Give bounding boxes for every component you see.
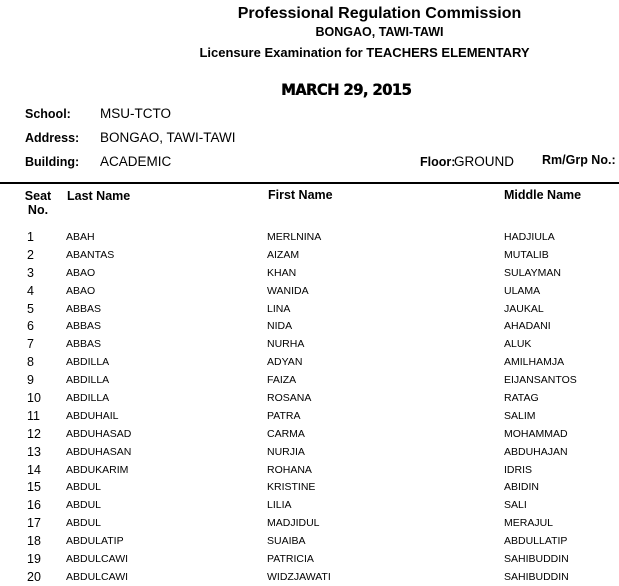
middle-name-cell: ALUK <box>504 338 532 351</box>
middle-name-cell: SULAYMAN <box>504 266 561 279</box>
exam-date: MARCH 29, 2015 <box>281 80 412 99</box>
last-name-cell: ABDUL <box>66 499 102 512</box>
building-value: ACADEMIC <box>100 154 172 169</box>
table-row <box>0 425 619 443</box>
seat-number-cell: 11 <box>27 408 40 423</box>
table-row <box>0 532 619 550</box>
middle-name-cell: MUTALIB <box>504 248 549 261</box>
middle-name-cell: RATAG <box>504 391 539 404</box>
seat-number-cell: 10 <box>27 390 41 405</box>
first-name-cell: KRISTINE <box>267 481 316 494</box>
floor-label: Floor: <box>420 155 456 169</box>
table-row <box>0 568 619 586</box>
first-name-cell: NIDA <box>267 320 293 333</box>
first-name-cell: MERLNINA <box>267 230 322 243</box>
seat-number-cell: 8 <box>27 355 34 370</box>
last-name-column-header: Last Name <box>67 189 131 203</box>
table-row <box>0 389 619 407</box>
first-name-cell: ROHANA <box>267 463 312 476</box>
first-name-column-header: First Name <box>268 188 333 202</box>
exam-title: Licensure Examination for TEACHERS ELEMENTARY <box>199 45 530 60</box>
seat-header-line1: Seat <box>24 189 52 203</box>
last-name-cell: ABDUHASAN <box>66 445 132 458</box>
seat-number-cell: 1 <box>27 229 34 244</box>
middle-name-cell: SAHIBUDDIN <box>504 570 569 583</box>
table-row <box>0 264 619 282</box>
last-name-cell: ABANTAS <box>66 248 115 261</box>
middle-name-cell: AHADANI <box>504 320 551 333</box>
school-value: MSU-TCTO <box>100 106 171 121</box>
first-name-cell: LILIA <box>267 499 292 512</box>
table-row <box>0 371 619 389</box>
first-name-cell: WANIDA <box>267 284 309 297</box>
last-name-cell: ABDUHASAD <box>66 427 132 440</box>
first-name-cell: CARMA <box>267 427 305 440</box>
table-row <box>0 407 619 425</box>
middle-name-cell: JAUKAL <box>504 302 544 315</box>
last-name-cell: ABDUHAIL <box>66 409 119 422</box>
table-row <box>0 353 619 371</box>
last-name-cell: ABBAS <box>66 320 102 333</box>
first-name-cell: FAIZA <box>267 374 297 387</box>
middle-name-cell: EIJANSANTOS <box>504 374 577 387</box>
first-name-cell: MADJIDUL <box>267 517 320 530</box>
middle-name-cell: AMILHAMJA <box>504 356 565 369</box>
last-name-cell: ABDULATIP <box>66 535 124 548</box>
table-row <box>0 478 619 496</box>
last-name-cell: ABDULCAWI <box>66 552 129 565</box>
seat-number-cell: 15 <box>27 480 41 495</box>
table-row <box>0 443 619 461</box>
last-name-cell: ABBAS <box>66 302 102 315</box>
examinee-table <box>0 228 619 586</box>
school-label: School: <box>25 107 71 121</box>
seat-number-cell: 9 <box>27 373 34 388</box>
last-name-cell: ABDUL <box>66 481 102 494</box>
seat-number-cell: 12 <box>27 426 41 441</box>
first-name-cell: LINA <box>267 302 291 315</box>
table-row <box>0 496 619 514</box>
first-name-cell: ADYAN <box>267 356 303 369</box>
middle-name-cell: MOHAMMAD <box>504 427 568 440</box>
table-row <box>0 461 619 479</box>
table-row <box>0 228 619 246</box>
header-divider <box>0 182 619 184</box>
first-name-cell: NURHA <box>267 338 305 351</box>
seat-number-cell: 7 <box>27 337 34 352</box>
table-row <box>0 300 619 318</box>
last-name-cell: ABDILLA <box>66 391 110 404</box>
middle-name-cell: SAHIBUDDIN <box>504 552 569 565</box>
first-name-cell: PATRA <box>267 409 301 422</box>
middle-name-column-header: Middle Name <box>504 188 582 202</box>
seat-number-cell: 20 <box>27 569 41 584</box>
first-name-cell: NURJIA <box>267 445 305 458</box>
room-label: Rm/Grp No.: <box>542 153 616 167</box>
middle-name-cell: MERAJUL <box>504 517 554 530</box>
table-row <box>0 246 619 264</box>
seat-number-cell: 2 <box>27 247 34 262</box>
first-name-cell: KHAN <box>267 266 297 279</box>
table-row <box>0 317 619 335</box>
org-location: BONGAO, TAWI-TAWI <box>315 25 444 39</box>
address-label: Address: <box>25 131 80 145</box>
examinee-table-body <box>0 228 619 586</box>
first-name-cell: AIZAM <box>267 248 300 261</box>
middle-name-cell: ABDULLATIP <box>504 535 568 548</box>
org-title: Professional Regulation Commission <box>237 5 522 22</box>
middle-name-cell: IDRIS <box>504 463 533 476</box>
middle-name-cell: SALIM <box>504 409 536 422</box>
seat-number-cell: 17 <box>27 516 41 531</box>
last-name-cell: ABDILLA <box>66 374 110 387</box>
middle-name-cell: ULAMA <box>504 284 541 297</box>
seat-header-line2: No. <box>27 203 49 217</box>
table-row <box>0 335 619 353</box>
middle-name-cell: ABDUHAJAN <box>504 445 568 458</box>
first-name-cell: PATRICIA <box>267 552 314 565</box>
seat-number-cell: 16 <box>27 498 41 513</box>
middle-name-cell: HADJIULA <box>504 230 555 243</box>
first-name-cell: ROSANA <box>267 391 312 404</box>
last-name-cell: ABDUL <box>66 517 102 530</box>
last-name-cell: ABDULCAWI <box>66 570 129 583</box>
first-name-cell: WIDZJAWATI <box>267 570 331 583</box>
last-name-cell: ABAO <box>66 284 96 297</box>
seat-number-cell: 6 <box>27 319 34 334</box>
table-row <box>0 514 619 532</box>
last-name-cell: ABDUKARIM <box>66 463 129 476</box>
seat-number-cell: 13 <box>27 444 41 459</box>
table-row <box>0 550 619 568</box>
table-row <box>0 282 619 300</box>
last-name-cell: ABDILLA <box>66 356 110 369</box>
last-name-cell: ABBAS <box>66 338 102 351</box>
address-value: BONGAO, TAWI-TAWI <box>100 130 236 145</box>
last-name-cell: ABAH <box>66 230 95 243</box>
floor-value: GROUND <box>454 154 514 169</box>
seat-number-cell: 3 <box>27 265 34 280</box>
first-name-cell: SUAIBA <box>267 535 306 548</box>
building-label: Building: <box>25 155 80 169</box>
middle-name-cell: ABIDIN <box>504 481 540 494</box>
seat-number-cell: 14 <box>27 462 41 477</box>
seat-number-cell: 18 <box>27 534 41 549</box>
middle-name-cell: SALI <box>504 499 527 512</box>
seat-number-cell: 5 <box>27 301 34 316</box>
seat-number-cell: 4 <box>27 283 34 298</box>
seat-number-cell: 19 <box>27 551 41 566</box>
last-name-cell: ABAO <box>66 266 96 279</box>
seat-column-header <box>18 189 58 217</box>
